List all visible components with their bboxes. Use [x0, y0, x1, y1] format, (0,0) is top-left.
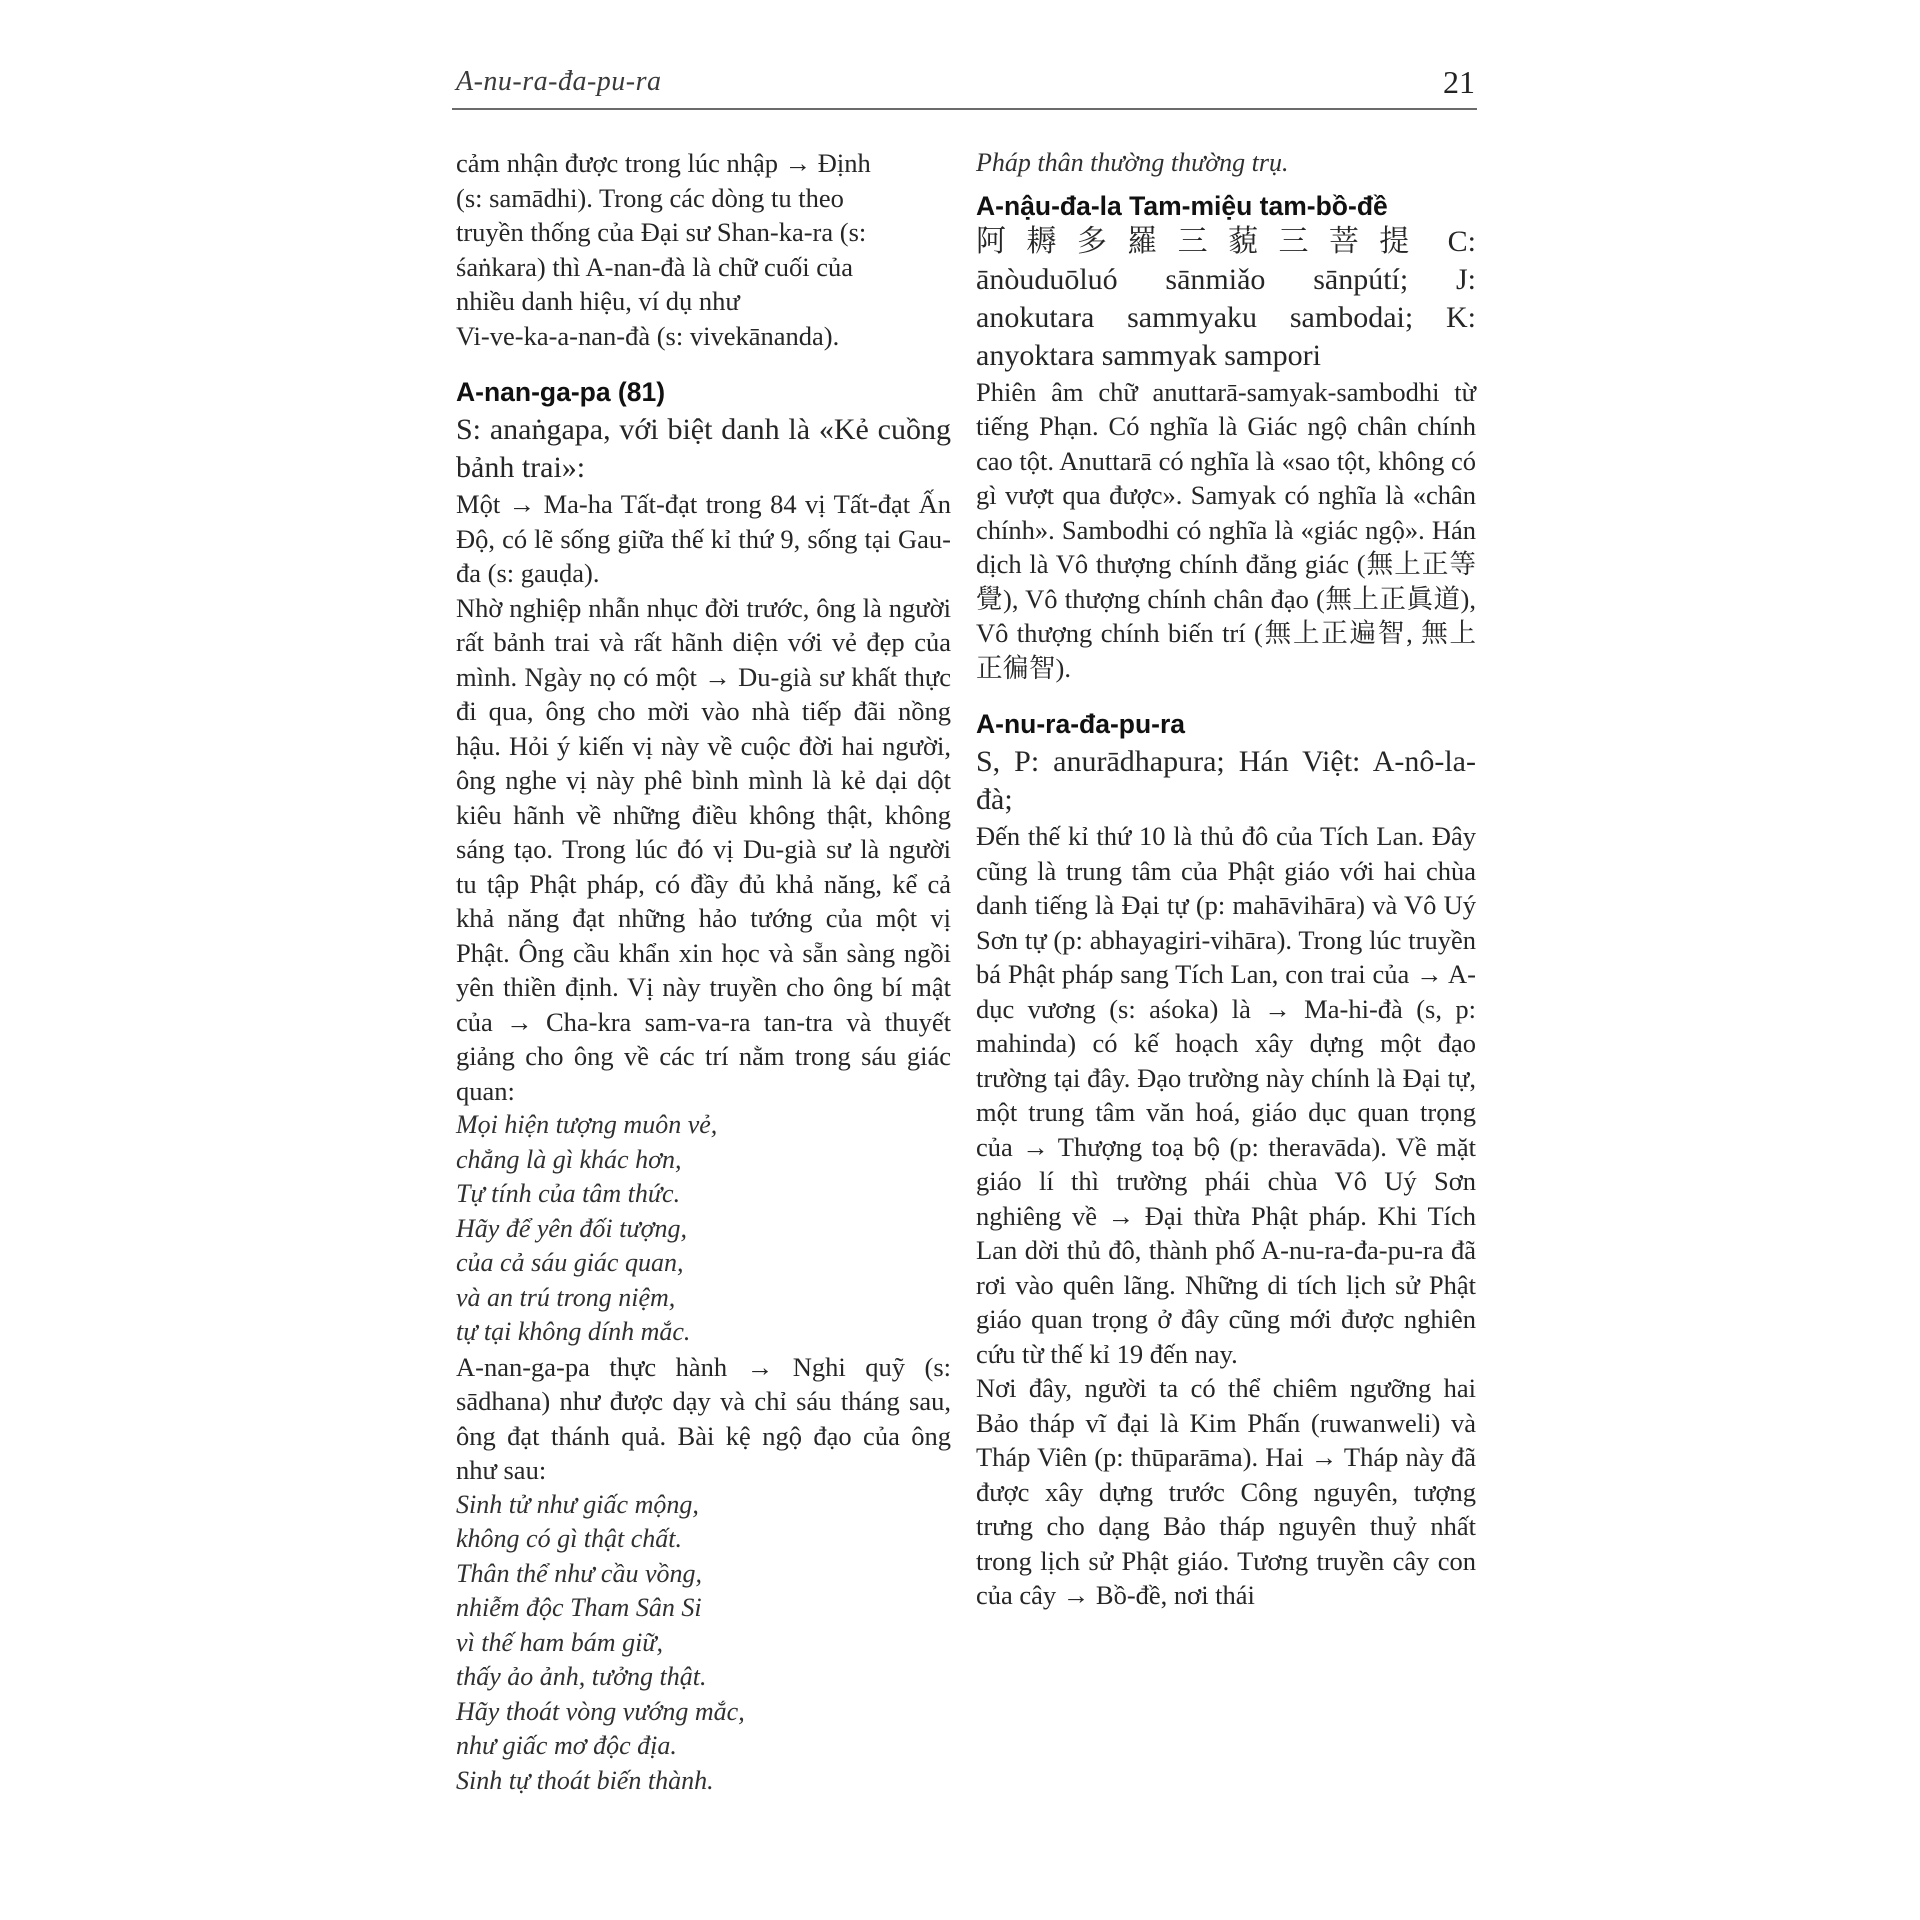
cjk-characters: 阿耨多羅三藐三菩提 — [976, 223, 1430, 259]
verse-line: Tự tính của tâm thức. — [456, 1179, 681, 1208]
verse-line: thấy ảo ảnh, tưởng thật. — [456, 1662, 707, 1691]
paragraph: Một → Ma-ha Tất-đạt trong 84 vị Tất-đạt Ấn Độ, có lẽ sống giữa thế kỉ thứ 9, sống tại Gau-đa (s: gauḍa). — [456, 489, 951, 588]
verse-line: không có gì thật chất. — [456, 1524, 683, 1553]
text-line: śaṅkara) thì A-nan-đà là chữ cuối của — [456, 251, 853, 282]
verse-line: vì thế ham bám giữ, — [456, 1627, 663, 1657]
verse-line: Sinh tử như giấc mộng, — [456, 1489, 699, 1519]
readings: C: ānòuduōluó sānmiǎo sānpútí; J: anokutara sammyaku sambodai; K: anyoktara sammyak sampori — [976, 224, 1477, 372]
entry-subheading: S, P: anurādhapura; Hán Việt: A-nô-la-đà; — [976, 745, 1476, 816]
entry-heading-anuttara: A-nậu-đa-la Tam-miệu tam-bồ-đề — [976, 190, 1388, 221]
paragraph: A-nan-ga-pa thực hành → Nghi quỹ (s: sādhana) như được dạy và chỉ sáu tháng sau, ông đạt thánh quả. Bài kệ ngộ đạo của ông như sau: — [456, 1351, 951, 1485]
entry-subheading: S: anaṅgapa, với biệt danh là «Kẻ cuồng bảnh trai»: — [456, 413, 951, 484]
paragraph: Nơi đây, người ta có thể chiêm ngưỡng hai Bảo tháp vĩ đại là Kim Phấn (ruwanweli) và Tháp Viên (p: thūparāma). Hai → Tháp này đã được xây dựng trước Công nguyên, tượng trưng cho dạng Bảo tháp nguyên thuỷ nhất trong lịch sử Phật giáo. Tương truyền cây con của cây → Bồ-đề, nơi thái — [976, 1373, 1476, 1610]
paragraph: Đến thế kỉ thứ 10 là thủ đô của Tích Lan. Đây cũng là trung tâm của Phật giáo với hai chùa danh tiếng là Đại tự (p: mahāvihāra) và Vô Uý Sơn tự (p: abhayagiri-vihāra). Trong lúc truyền bá Phật pháp sang Tích Lan, con trai của → A-dục vương (s: aśoka) là → Ma-hi-đà (s, p: mahinda) có kế hoạch xây dựng một đạo trường tại đây. Đạo trường này chính là Đại tự, một trung tâm văn hoá, giáo dục quan trọng của → Thượng toạ bộ (p: theravāda). Về mặt giáo lí thì trường phái chùa Vô Uý Sơn nghiêng về → Đại thừa Phật pháp. Khi Tích Lan dời thủ đô, thành phố A-nu-ra-đa-pu-ra đã rơi vào quên lãng. Những di tích lịch sử Phật giáo quan trọng ở đây cũng mới được nghiên cứu từ thế kỉ 19 đến nay. — [976, 821, 1476, 1369]
paragraph: Phiên âm chữ anuttarā-samyak-sambodhi từ tiếng Phạn. Có nghĩa là Giác ngộ chân chính cao tột. Anuttarā có nghĩa là «sao tột, không có gì vượt qua được». Samyak có nghĩa là «chân chính». Sambodhi có nghĩa là «giác ngộ». Hán dịch là Vô thượng chính đẳng giác (無上正等覺), Vô thượng chính chân đạo (無上正眞道), Vô thượng chính biến trí (無上正遍智, 無上正徧智). — [976, 376, 1476, 683]
verse-line: nhiễm độc Tham Sân Si — [456, 1593, 702, 1622]
verse-line: tự tại không dính mắc. — [456, 1317, 691, 1346]
verse-line: Mọi hiện tượng muôn vẻ, — [456, 1110, 718, 1139]
verse-line: như giấc mơ độc địa. — [456, 1731, 677, 1760]
intro-lines — [456, 146, 951, 353]
verse-block — [456, 1108, 951, 1350]
verse-line: Hãy thoát vòng vướng mắc, — [456, 1696, 745, 1726]
entry-cjk-and-readings — [976, 223, 1476, 375]
running-header — [452, 58, 1477, 110]
left-column — [456, 146, 951, 1798]
verse-line: Thân thể như cầu vồng, — [456, 1558, 702, 1588]
text-line: nhiều danh hiệu, ví dụ như — [456, 286, 740, 316]
entry-heading-ananggapa: A-nan-ga-pa (81) — [456, 377, 666, 407]
text-line: Vi-ve-ka-a-nan-đà (s: vivekānanda). — [456, 320, 840, 351]
verse-line: và an trú trong niệm, — [456, 1282, 676, 1312]
text-line: truyền thống của Đại sư Shan-ka-ra (s: — [456, 217, 867, 247]
verse-line: của cả sáu giác quan, — [456, 1248, 684, 1277]
entry-heading-anuradhapura: A-nu-ra-đa-pu-ra — [976, 709, 1186, 739]
text-line: cảm nhận được trong lúc nhập → Định — [456, 148, 871, 178]
verse-line: Pháp thân thường thường trụ. — [976, 148, 1289, 177]
verse-line: Hãy để yên đối tượng, — [456, 1213, 687, 1243]
page-number: 21 — [1443, 64, 1475, 100]
verse-block — [456, 1488, 951, 1799]
text-line: (s: samādhi). Trong các dòng tu theo — [456, 182, 844, 213]
verse-line: Sinh tự thoát biến thành. — [456, 1765, 714, 1795]
verse-line: chẳng là gì khác hơn, — [456, 1144, 682, 1174]
right-column — [976, 146, 1476, 1613]
paragraph: Nhờ nghiệp nhẫn nhục đời trước, ông là người rất bảnh trai và rất hãnh diện với vẻ đẹp của mình. Ngày nọ có một → Du-già sư khất thực đi qua, ông cho mời vào nhà tiếp đãi nồng hậu. Hỏi ý kiến vị này về cuộc đời hai người, ông nghe vị này phê bình mình là kẻ dại dột kiêu hãnh về những điều không thật, không sáng tạo. Trong lúc đó vị Du-già sư là người tu tập Phật pháp, có đầy đủ khả năng, kể cả khả năng đạt những hảo tướng của một vị Phật. Ông cầu khẩn xin học và sẵn sàng ngồi yên thiền định. Vị này truyền cho ông bí mật của → Cha-kra sam-va-ra tan-tra và thuyết giảng cho ông về các trí nằm trong sáu giác quan: — [456, 592, 951, 1106]
running-title: A-nu-ra-đa-pu-ra — [456, 66, 662, 97]
